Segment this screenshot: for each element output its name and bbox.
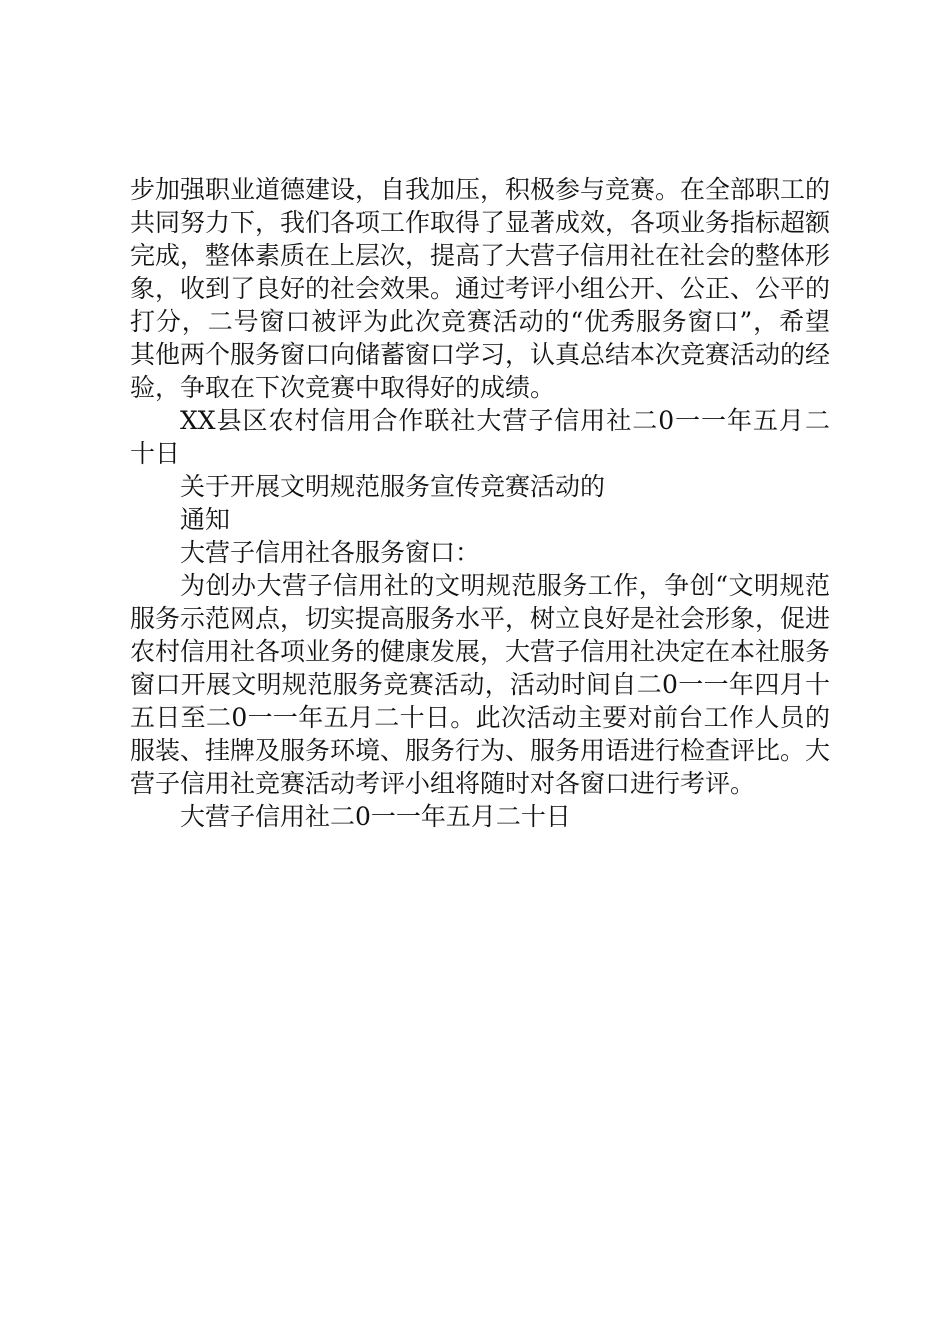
notice-recipient: 大营子信用社各服务窗口：: [180, 538, 481, 567]
notice-body: 为创办大营子信用社的文明规范服务工作，争创“文明规范服务示范网点，切实提高服务水平，树立良好是社会形象，促进农村信用社各项业务的健康发展，大营子信用社决定在本社服务窗口开展文明规范服务竞赛活动，活动时间自二0一一年四月十五日至二0一一年五月二十日。此次活动主要对前台工作人员的服装、挂牌及服务环境、服务行为、服务用语进行检查评比。大营子信用社竞赛活动考评小组将随时对各窗口进行考评。: [130, 571, 831, 798]
paragraph-summary: 步加强职业道德建设，自我加压，积极参与竞赛。在全部职工的共同努力下，我们各项工作取得了显著成效，各项业务指标超额完成，整体素质在上层次，提高了大营子信用社在社会的整体形象，收到了良好的社会效果。通过考评小组公开、公正、公平的打分，二号窗口被评为此次竞赛活动的“优秀服务窗口”，希望其他两个服务窗口向储蓄窗口学习，认真总结本次竞赛活动的经验，争取在下次竞赛中取得好的成绩。: [130, 175, 831, 402]
notice-title-line-2: 通知: [180, 505, 231, 534]
signature-line-cooperative: 大营子信用社二0一一年五月二十日: [180, 802, 571, 831]
notice-title-line-1: 关于开展文明规范服务宣传竞赛活动的: [180, 472, 606, 501]
document-body: [130, 173, 830, 833]
signature-line-union: XX县区农村信用合作联社大营子信用社二0一一年五月二十日: [130, 406, 830, 468]
